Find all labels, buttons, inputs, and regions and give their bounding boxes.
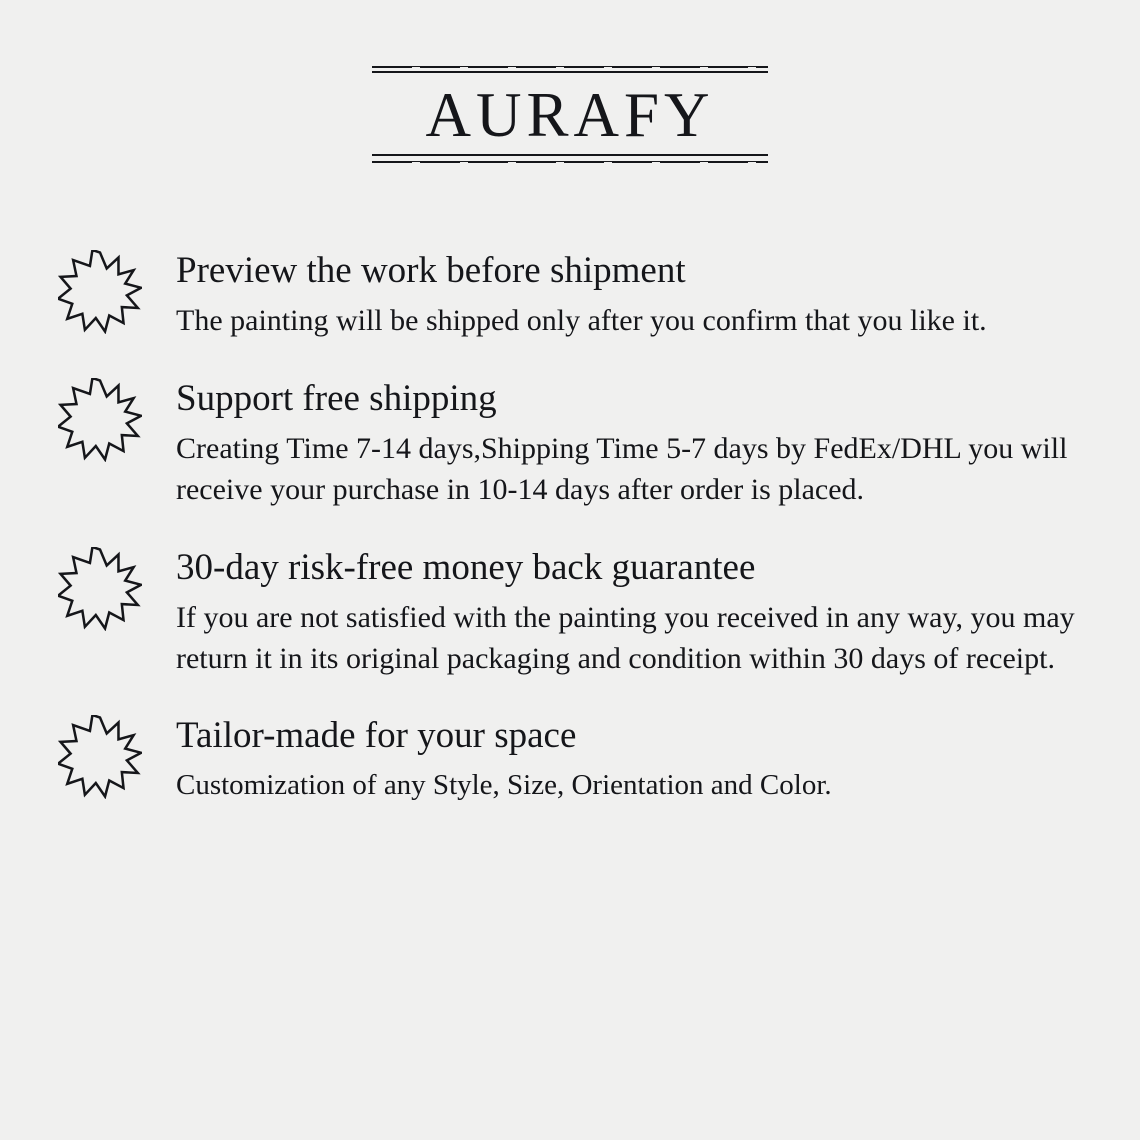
divider-top-icon [372, 62, 768, 76]
list-item [58, 376, 1082, 511]
starburst-icon [58, 250, 142, 334]
feature-description: The painting will be shipped only after you confirm that you like it. [176, 304, 987, 338]
list-item [58, 545, 1082, 680]
feature-title: Preview the work before shipment [176, 250, 686, 291]
feature-list [58, 248, 1082, 806]
feature-description: If you are not satisfied with the painting you received in any way, you may return it in its original packaging and condition within 30 days of receipt. [176, 600, 1075, 675]
brand-name: AURAFY [425, 80, 715, 150]
list-item [58, 713, 1082, 806]
list-item [58, 248, 1082, 342]
divider-bottom-icon [372, 152, 768, 166]
feature-title: 30-day risk-free money back guarantee [176, 546, 756, 588]
starburst-icon [58, 547, 142, 631]
starburst-icon [58, 378, 142, 462]
feature-title: Tailor-made for your space [176, 715, 577, 757]
brand-header [0, 62, 1140, 166]
feature-title: Support free shipping [176, 377, 497, 419]
feature-description: Customization of any Style, Size, Orientation and Color. [176, 769, 832, 802]
starburst-icon [58, 715, 142, 799]
feature-description: Creating Time 7-14 days,Shipping Time 5-7 days by FedEx/DHL you will receive your purchase in 10-14 days after order is placed. [176, 432, 1068, 506]
